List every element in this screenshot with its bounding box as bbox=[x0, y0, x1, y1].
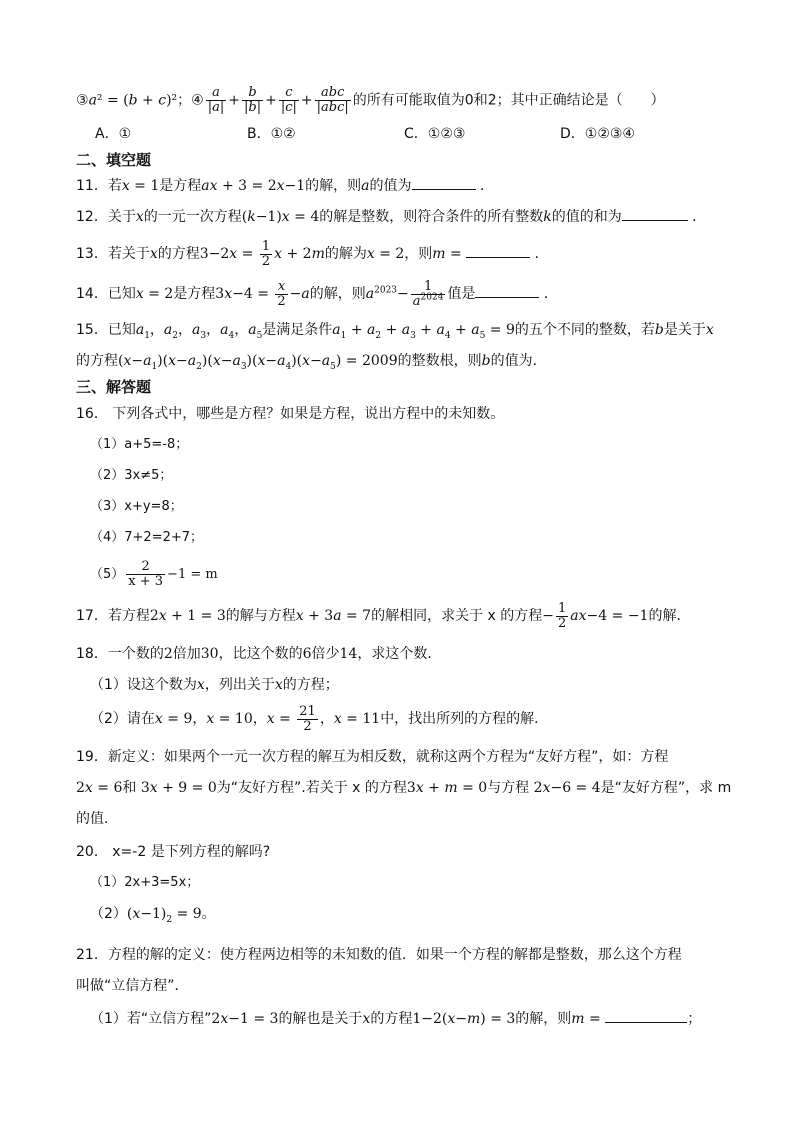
q20-item-2: $(2)(x-1)_2 = 9$。 bbox=[90, 906, 216, 925]
question-20: 20． x=-2 是下列方程的解吗? bbox=[76, 844, 271, 860]
q16-item-4: （4）7+2=2+7； bbox=[90, 530, 204, 545]
q16-item-3: （3）x+y=8； bbox=[90, 499, 183, 514]
question-17: 17．若方程2x + 1 = 3的解与方程x + 3a = 7的解相同，求关于 x 的方程− $\frac{1}{2}$ ax−4 = −1的解． bbox=[76, 600, 691, 631]
option-a[interactable]: A．① bbox=[95, 126, 132, 142]
q16-item-1: （1）a+5=-8； bbox=[90, 437, 189, 452]
question-19-line1: 19．新定义：如果两个一元一次方程的解互为相反数，就称这两个方程为“友好方程”，如：方程 bbox=[76, 749, 669, 765]
q16-item-5: （5） $\frac{2}{x + 3}$ −1 = m bbox=[90, 559, 218, 589]
question-11: 11．若x = 1是方程ax + 3 = 2x−1的解，则a的值为 ． bbox=[76, 175, 494, 196]
answer-blank-14[interactable] bbox=[475, 283, 539, 298]
question-21-line2: 叫做“立信方程”． bbox=[76, 978, 189, 994]
question-21-line1: 21．方程的解的定义：使方程两边相等的未知数的值．如果一个方程的解都是整数，那么这个方程 bbox=[76, 947, 682, 963]
question-16: 16． 下列各式中，哪些是方程？如果是方程，说出方程中的未知数。 bbox=[76, 406, 505, 422]
question-18: 18．一个数的2倍加30，比这个数的6倍少14，求这个数． bbox=[76, 646, 442, 662]
q18-part-1: （1）设这个数为x，列出关于x的方程； bbox=[90, 677, 339, 693]
question-19-line3: 的值． bbox=[76, 811, 118, 827]
q10-conclusions: ③a² = (b + c)²；④ $\frac{a}{|a|}$ + $\frac{b}{|b|}$ + $\frac{c}{|c|}$ + $\frac{\text{abc}}{\text{|abc|}}$ 的所有可能取值为0和2；其中正确结论是（ ） bbox=[76, 85, 665, 115]
question-15-line2: 的方程$(x-a_1)(x-a_2)(x-a_3)(x-a_4)(x-a_5) = 2009$的整数根，则b的值为． bbox=[76, 353, 547, 372]
q21-part-1: （1）若“立信方程”2x−1 = 3的解也是关于x的方程1−2(x−m) = 3的解，则m = ； bbox=[90, 1008, 701, 1029]
option-d[interactable]: D．①②③④ bbox=[560, 126, 635, 142]
section-fill-in: 二、填空题 bbox=[76, 151, 152, 169]
question-13: 13．若关于x的方程3−2x = $\frac{1}{2}$ x + 2m的解为x = 2，则m = ． bbox=[76, 238, 549, 269]
question-12: 12．关于x的一元一次方程(k−1)x = 4的解是整数，则符合条件的所有整数k的值的和为 ． bbox=[76, 206, 706, 227]
option-b[interactable]: B．①② bbox=[247, 126, 296, 142]
question-14: 14．已知x = 2是方程3x−4 = $\frac{x}{2}$ −a的解，则$a^{2023}-$ $\frac{1}{a^{2024}}$ 值是 ． bbox=[76, 278, 558, 309]
question-19-line2: 2x = 6和 3x + 9 = 0为“友好方程”.若关于 x 的方程3x + m = 0与方程 2x−6 = 4是“友好方程”，求 m bbox=[76, 780, 732, 796]
answer-blank-21-1[interactable] bbox=[605, 1008, 687, 1023]
q18-part-2: （2）请在x = 9，x = 10，x = $\frac{21}{2}$ ，x = 11中，找出所列的方程的解． bbox=[90, 703, 549, 734]
answer-blank-11[interactable] bbox=[412, 175, 476, 190]
q20-item-1: （1）2x+3=5x； bbox=[90, 875, 200, 890]
question-15-line1: 15．已知$a_1$，$a_2$，$a_3$，$a_4$，$a_5$是满足条件$a_1 + a_2 + a_3 + a_4 + a_5 = 9$的五个不同的整数，若b是关于x bbox=[76, 322, 714, 341]
section-solve: 三、解答题 bbox=[76, 378, 152, 396]
q16-item-2: （2）3x≠5； bbox=[90, 468, 173, 483]
option-c[interactable]: C．①②③ bbox=[404, 126, 466, 142]
answer-blank-13[interactable] bbox=[466, 243, 530, 258]
answer-blank-12[interactable] bbox=[622, 206, 688, 221]
